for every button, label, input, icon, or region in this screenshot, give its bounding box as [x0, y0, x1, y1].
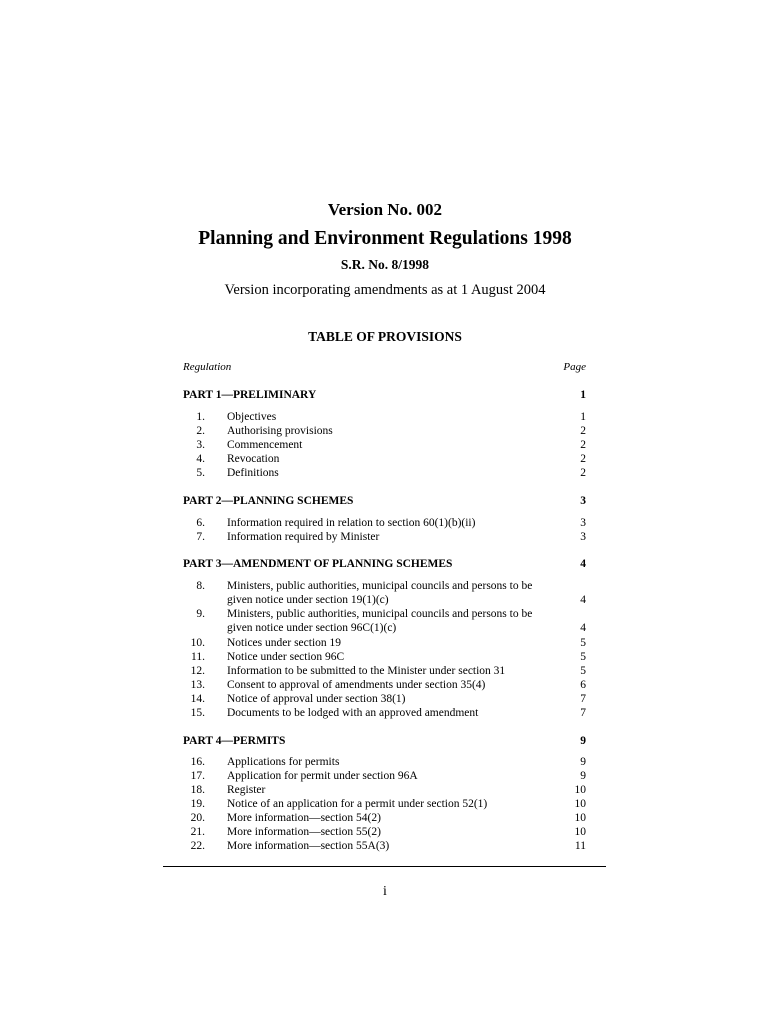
entry-page: 3 — [580, 517, 586, 529]
entry-title: Notices under section 19 — [227, 637, 342, 649]
entry-title: Register — [227, 784, 266, 796]
entry-number: 20. — [190, 812, 205, 824]
entry-number: 11. — [191, 651, 205, 663]
entry-title: Information to be submitted to the Minister under section 31 — [227, 665, 506, 677]
entry-title: Ministers, public authorities, municipal councils and persons to be given notice under section 19(1)(c) — [227, 580, 533, 606]
entry-page: 5 — [580, 651, 586, 663]
part-title: PART 2—PLANNING SCHEMES — [183, 495, 354, 507]
entry-title: More information—section 55(2) — [227, 826, 381, 838]
entry-page: 3 — [580, 531, 586, 543]
part-page: 3 — [580, 495, 586, 507]
entry-page: 9 — [580, 770, 586, 782]
entry-title: Consent to approval of amendments under section 35(4) — [227, 679, 486, 691]
entry-page: 5 — [580, 637, 586, 649]
entry-number: 10. — [190, 637, 205, 649]
entry-number: 19. — [190, 798, 205, 810]
entry-title: Applications for permits — [227, 756, 340, 768]
footer-divider — [163, 866, 606, 867]
entry-title: Information required by Minister — [227, 531, 380, 543]
page-number: i — [383, 884, 387, 899]
entry-page: 9 — [580, 756, 586, 768]
entry-page: 2 — [580, 439, 586, 451]
sr-number: S.R. No. 8/1998 — [340, 257, 430, 272]
entry-page: 6 — [580, 679, 586, 691]
entry-number: 14. — [190, 693, 205, 705]
entry-title: More information—section 54(2) — [227, 812, 381, 824]
entry-page: 10 — [574, 812, 586, 824]
entry-number: 5. — [196, 467, 205, 479]
entry-page: 11 — [574, 840, 586, 852]
entry-number: 16. — [190, 756, 205, 768]
part-title: PART 1—PRELIMINARY — [183, 389, 317, 401]
toc-part-heading[interactable] — [183, 495, 586, 511]
entry-page: 2 — [580, 425, 586, 437]
entry-page: 4 — [580, 622, 586, 634]
entry-page: 10 — [574, 798, 586, 810]
entry-number: 17. — [190, 770, 205, 782]
entry-title: Notice of approval under section 38(1) — [227, 693, 406, 705]
part-page: 1 — [580, 389, 586, 401]
toc-part-heading[interactable] — [183, 389, 586, 405]
entry-page: 10 — [574, 784, 586, 796]
toc-part-heading[interactable] — [183, 558, 586, 574]
entry-title: Authorising provisions — [227, 425, 333, 437]
entry-number: 12. — [190, 665, 205, 677]
entry-number: 3. — [196, 439, 205, 451]
entry-number: 6. — [196, 517, 205, 529]
entry-number: 18. — [190, 784, 205, 796]
entry-number: 2. — [196, 425, 205, 437]
entry-number: 15. — [190, 707, 205, 719]
entry-title: Objectives — [227, 411, 277, 423]
entry-page: 7 — [580, 693, 586, 705]
entry-page: 1 — [580, 411, 586, 423]
entry-number: 21. — [190, 826, 205, 838]
entry-page: 2 — [580, 467, 586, 479]
entry-title: Information required in relation to section 60(1)(b)(ii) — [227, 517, 476, 529]
part-page: 4 — [580, 558, 586, 570]
toc-column-page: Page — [563, 361, 586, 373]
entry-number: 7. — [196, 531, 205, 543]
entry-title: Definitions — [227, 467, 279, 479]
entry-number: 8. — [196, 580, 205, 592]
part-title: PART 4—PERMITS — [183, 735, 286, 747]
entry-page: 7 — [580, 707, 586, 719]
entry-page: 5 — [580, 665, 586, 677]
entry-page: 10 — [574, 826, 586, 838]
entry-number: 9. — [196, 608, 205, 620]
entry-page: 2 — [580, 453, 586, 465]
entry-title: Commencement — [227, 439, 303, 451]
part-page: 9 — [580, 735, 586, 747]
entry-title: Application for permit under section 96A — [227, 770, 418, 782]
entry-number: 1. — [196, 411, 205, 423]
entry-title: Ministers, public authorities, municipal councils and persons to be given notice under section 96C(1)(c) — [227, 608, 533, 634]
toc-column-regulation: Regulation — [183, 361, 232, 373]
document-title: Planning and Environment Regulations 1998 — [198, 228, 572, 249]
toc-heading: TABLE OF PROVISIONS — [308, 329, 462, 344]
entry-title: More information—section 55A(3) — [227, 840, 390, 852]
part-title: PART 3—AMENDMENT OF PLANNING SCHEMES — [183, 558, 453, 570]
entry-title: Documents to be lodged with an approved amendment — [227, 707, 479, 719]
entry-number: 4. — [196, 453, 205, 465]
entry-page: 4 — [580, 594, 586, 606]
entry-title: Notice of an application for a permit under section 52(1) — [227, 798, 488, 810]
entry-number: 13. — [190, 679, 205, 691]
amendment-date-note: Version incorporating amendments as at 1 August 2004 — [224, 282, 546, 298]
entry-title: Notice under section 96C — [227, 651, 345, 663]
entry-title: Revocation — [227, 453, 280, 465]
entry-number: 22. — [190, 840, 205, 852]
toc-part-heading[interactable] — [183, 735, 586, 751]
version-number: Version No. 002 — [327, 200, 443, 219]
